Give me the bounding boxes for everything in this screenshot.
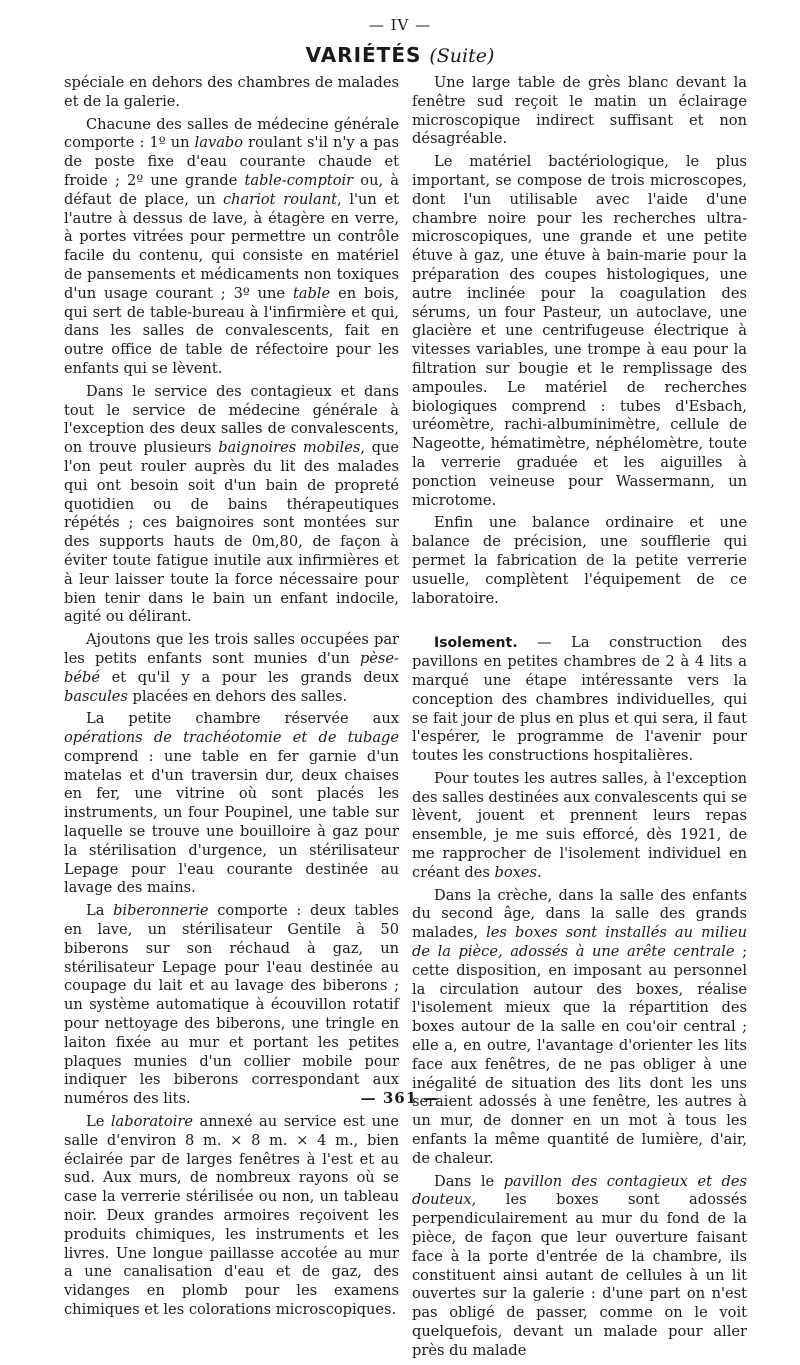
text-run: Dans le service des contagieux et dans tout le service de médecine générale à l'exception des deux salles de convalescents, on trouve plusieurs [64,382,399,457]
section-title-suffix: (Suite) [429,45,495,67]
paragraph [64,383,399,627]
italic-term: pèse-bébé [64,649,399,686]
italic-term: biberonnerie [113,902,209,920]
paragraph [412,887,747,1169]
text-run: Enfin une balance ordinaire et une balance de précision, une soufflerie qui permet la fabrication de la petite verrerie usuelle, complètent l'équipement de ce laboratoire. [412,514,747,607]
paragraph [64,1113,399,1320]
running-head: — IV — [368,16,432,34]
italic-term: chariot roulant [222,190,338,208]
right-column [412,74,747,1365]
italic-term: laboratoire [110,1113,193,1131]
paragraph [412,634,747,766]
text-run: placées en dehors des salles. [127,687,348,705]
text-run: comprend : une table en fer garnie d'un matelas et d'un traversin dur, deux chaises en fer, une vitrine où sont placés les instruments, un four Poupinel, une table sur laquelle se trouve une bouilloire à gaz pour la stérilisation d'urgence, un stérilisateur Lepage pour l'eau courante destinée au lavage des mains. [64,747,399,897]
italic-term: bascules [64,687,128,705]
paragraph [64,902,399,1109]
text-run: et qu'il y a pour les grands deux [99,668,399,686]
text-run: Chacune des salles de médecine générale comporte : 1º un [64,115,399,152]
paragraph [412,1173,747,1361]
text-run: La petite chambre réservée aux [86,710,399,728]
text-run: Dans le [434,1172,504,1190]
text-run: Ajoutons que les trois salles occupées par les petits enfants sont munies d'un [64,631,399,667]
text-run: , les boxes sont adossés perpendiculairement au mur du fond de la pièce, de façon que leur ouverture faisant face à la porte d'entrée de la chambre, ils constituent ainsi autant de cellules à un lit ouvertes sur la galerie : d'une part on n'est pas obligé de passer, comme on le voit quelquefois, devant un malade pour aller près du malade [412,1191,747,1359]
page-number: — 361 — [360,1089,440,1107]
text-run: Pour toutes les autres salles, à l'exception des salles destinées aux convalescents qui se lèvent, jouent et prennent leurs repas ensemble, je me suis efforcé, dès 1921, de me rapprocher de l'isolement individuel en créant des [412,769,747,881]
text-run: annexé au service est une salle d'environ 8 m. × 8 m. × 4 m., bien éclairée par de larges fenêtres à l'est et au sud. Aux murs, de nombreux rayons où se case la verrerie stérilisée ou non, un tableau noir. Deux grandes armoires reçoivent les produits chimiques, les instruments et les livres. Une longue paillasse accotée au mur a une canalisation d'eau et de gaz, des vidanges en plomb pour les examens chimiques et les colorations microscopiques. [64,1113,400,1318]
italic-term: pavillon des contagieux et des douteux [412,1172,748,1209]
left-column [64,74,399,1324]
text-run: , que l'on peut rouler auprès du lit des malades qui ont besoin soit d'un bain de propreté quotidien ou de bains thérapeutiques répétés ; ces baignoires sont montées sur des supports hauts de 0m,80, de façon à éviter toute fatigue inutile aux infirmières et à leur laisser toute la force nécessaire pour bien tenir dans le bain un enfant indocile, agité ou délirant. [64,439,400,626]
text-run: ou, à défaut de place, un [64,171,399,208]
italic-term: boxes [494,863,537,881]
text-run: en bois, qui sert de table-bureau à l'infirmière et qui, dans les salles de convalescents, fait en outre office de table de réfectoire pour les enfants qui se lèvent. [64,284,399,377]
paragraph [412,74,747,149]
italic-term: table [292,284,331,302]
section-title [0,43,800,67]
paragraph [412,153,747,510]
text-run: La [86,902,114,920]
text-run: Le matériel bactériologique, le plus important, se compose de trois microscopes, dont l'un utilisable avec l'aide d'une chambre noire pour les recherches ultra-microscopiques, une grande et une petite étuve à gaz, une étuve à bain-marie pour la préparation des coupes histologiques, une autre inclinée pour la coagulation des sérums, un four Pasteur, un autoclave, une glacière et une centrifugeuse électrique à vitesses variables, une trompe à eau pour la filtration sur bougie et le remplissage des ampoules. Le matériel de recherches biologiques comprend : tubes d'Esbach, uréomètre, rachi-albuminimètre, cellule de Nageotte, hématimètre, néphélomètre, toute la verrerie graduée et les aiguilles à ponction veineuse pour Wassermann, un microtome. [412,153,747,509]
text-run: Le [86,1113,111,1131]
text-run: spéciale en dehors des chambres de malades et de la galerie. [64,74,399,110]
text-run: Une large table de grès blanc devant la fenêtre sud reçoit le matin un éclairage microscopique indirect suffisant et non désagréable. [412,74,747,148]
text-run: roulant s'il n'y a pas de poste fixe d'eau courante chaude et froide ; 2º une grande [64,134,399,189]
paragraph [64,74,399,112]
text-run: , l'un et l'autre à dessus de lave, à étagère en verre, à portes vitrées pour permettre un contrôle facile du contenu, qui consiste en matériel de pansements et médicaments non toxiques d'un usage courant ; 3º une [64,190,399,302]
text-run: comporte : deux tables en lave, un stérilisateur Gentile à 50 biberons sur son réchaud à gaz, un stérilisateur Lepage pour l'eau destinée au coupage du lait et au lavage des biberons ; un système automatique à écouvillon rotatif pour nettoyage des biberons, une tringle en laiton fixée au mur et portant les petites plaques munies d'un collier mobile pour indiquer les biberons correspondant aux numéros des lits. [64,902,399,1108]
text-run: Dans la crèche, dans la salle des enfants du second âge, dans la salle des grands malades, [412,886,747,942]
paragraph [64,631,399,706]
italic-term: baignoires mobiles [218,439,361,457]
text-run: ; cette disposition, en imposant au personnel la circulation autour des boxes, réalise l'isolement mieux que la répartition des boxes autour de la salle en cou'oir central ; elle a, en outre, l'avantage d'orienter les lits face aux fenêtres, de ne pas obliger à une inégalité de situation des lits dont les uns seraient adossés à une fenêtre, les autres à un mur, de donner en un mot à tous les enfants la même quantité de lumière, d'air, de chaleur. [412,943,747,1167]
text-run: — La construction des pavillons en petites chambres de 2 à 4 lits a marqué une étape intéressante vers la conception des chambres individuelles, qui se fait jour de plus en plus et qui sera, il faut l'espérer, le programme de l'avenir pour toutes les constructions hospitalières. [412,634,747,765]
section-title-text: VARIÉTÉS [305,43,422,67]
paragraph [64,116,399,379]
paragraph [64,710,399,898]
paragraph [412,770,747,883]
italic-term: lavabo [194,134,244,152]
paragraph [412,514,747,608]
subsection-heading: Isolement. [434,635,518,652]
text-run: . [536,863,542,881]
italic-term: opérations de trachéotomie et de tubage [64,729,399,747]
italic-term: table-comptoir [244,171,354,189]
italic-term: les boxes sont installés au milieu de la pièce, adossés à une arête centrale [412,924,747,961]
